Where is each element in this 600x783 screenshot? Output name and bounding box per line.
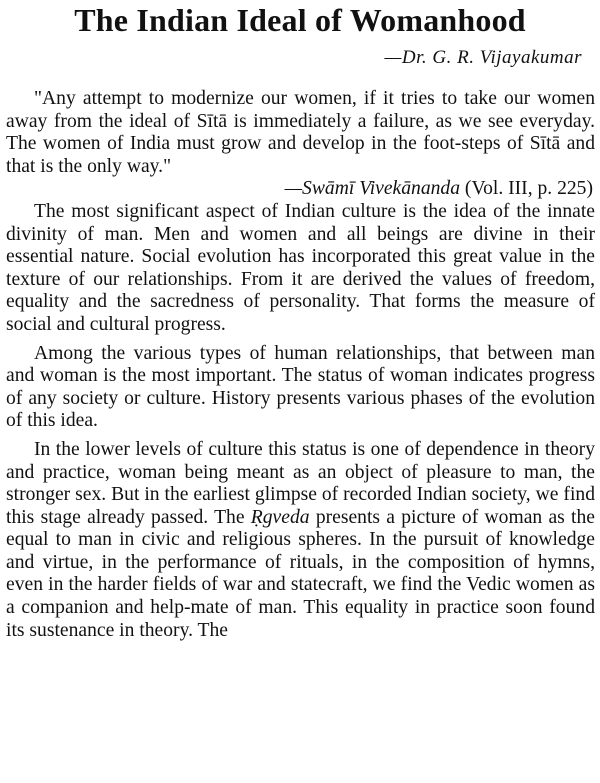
- article-body: [6, 88, 595, 642]
- attribution-source: (Vol. III, p. 225): [460, 178, 593, 200]
- author-byline: —Dr. G. R. Vijayakumar: [384, 47, 582, 68]
- article-title: The Indian Ideal of Womanhood: [74, 2, 526, 38]
- epigraph-quote: "Any attempt to modernize our women, if it tries to take our women away from the ideal of Sītā is immediately a failure, as we see everyday. The women of India must grow and develop in the foot-steps of Sītā and that is the only way.": [6, 88, 595, 177]
- attribution-name: —Swāmī Vivekānanda: [284, 178, 461, 200]
- body-paragraph-3: [6, 439, 595, 642]
- rgveda-emphasis: Ṛgveda: [250, 506, 310, 528]
- paragraph-3-text-start: In the lower levels of culture this status is one of dependence in theory and practice, woman being meant as an object of pleasure to man, the stronger sex. But in the earliest glimpse of recorded Indian society, we find this stage already passed. The: [6, 438, 595, 528]
- paragraph-3-text-end: presents a picture of woman as the equal to man in civic and religious spheres. In the pursuit of knowledge and virtue, in the performance of rituals, in the composition of hymns, even in the harder fields of war and statecraft, we find the Vedic women as a companion and help-mate of man. This equality in practice soon found its sustenance in theory. The: [6, 506, 595, 641]
- body-paragraph-1: The most significant aspect of Indian culture is the idea of the innate divinity of man. Men and women and all beings are divine in their essential nature. Social evolution has incorporated this great value in the texture of our relationships. From it are derived the values of freedom, equality and the sacredness of personality. That forms the measure of social and cultural progress.: [6, 200, 595, 335]
- epigraph-attribution: [6, 178, 595, 201]
- body-paragraph-2: Among the various types of human relationships, that between man and woman is the most important. The status of woman indicates progress of any society or culture. History presents various phases of the evolution of this idea.: [6, 342, 595, 432]
